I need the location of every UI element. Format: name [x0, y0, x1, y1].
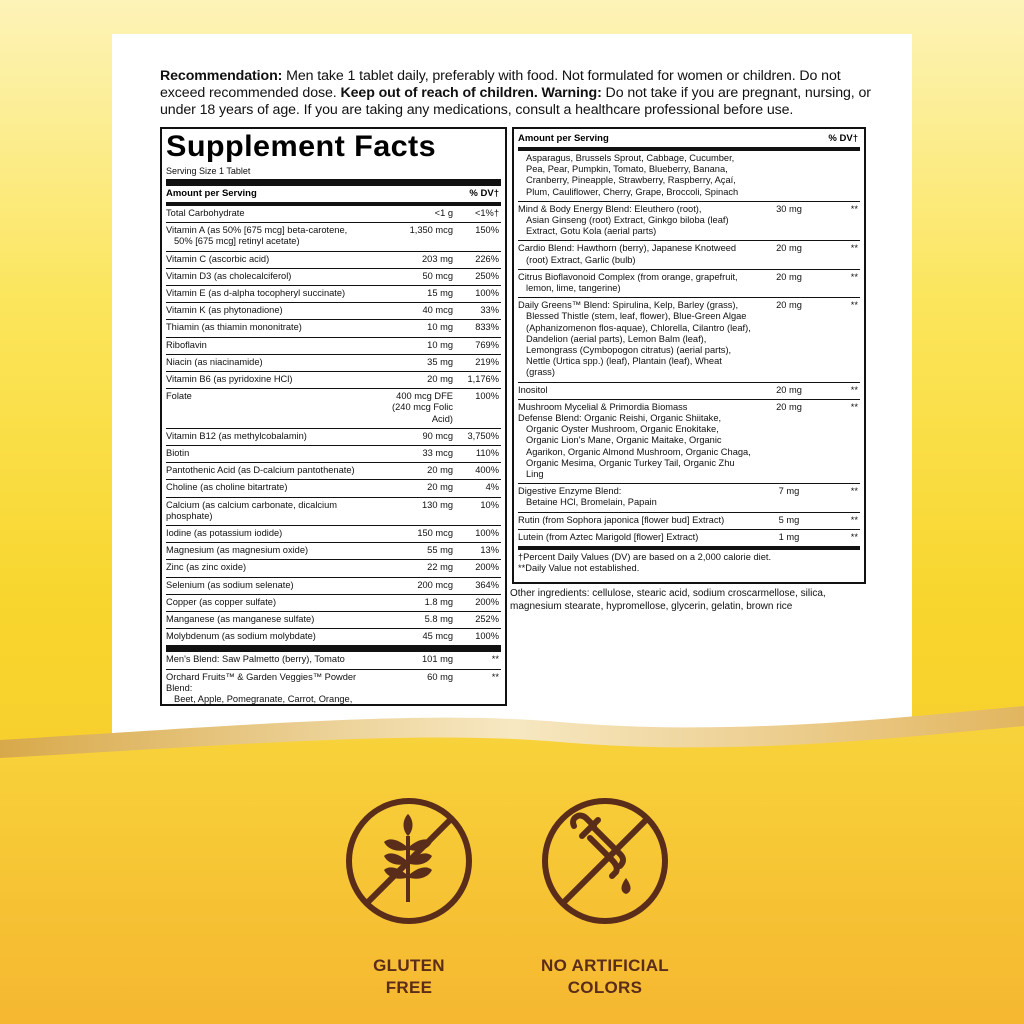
- nutrient-name-line1: Rutin (from Sophora japonica [flower bud] Extract): [518, 514, 725, 525]
- nutrient-amount: [754, 272, 824, 294]
- nutrient-name-line1: Mind & Body Energy Blend: Eleuthero (root),: [518, 203, 702, 214]
- table-row: [166, 594, 501, 611]
- nutrient-dv: 226%: [475, 253, 499, 264]
- nutrient-dv: **: [491, 671, 499, 682]
- table-row: [166, 652, 501, 668]
- nutrient-dv: 833%: [475, 322, 499, 333]
- nutrient-name: [166, 431, 379, 442]
- wheat-crossed-icon: [344, 796, 474, 926]
- nutrient-amount-value: 101 mg: [421, 654, 453, 665]
- table-row: [518, 483, 860, 511]
- nutrient-name-line1: Vitamin B6 (as pyridoxine HCl): [166, 374, 293, 385]
- nutrient-name-line1: Digestive Enzyme Blend:: [518, 486, 622, 497]
- nutrient-name-line1: Vitamin E (as d-alpha tocopheryl succinate): [166, 288, 346, 299]
- bottom-wave-band: [0, 700, 1024, 1024]
- nutrient-amount-value: 5 mg: [778, 514, 800, 525]
- footnote-1: †Percent Daily Values (DV) are based on a 2,000 calorie diet.: [518, 552, 772, 563]
- nutrient-name-line1b: Defense Blend: Organic Reishi, Organic Shiitake,: [518, 413, 722, 424]
- nutrient-amount-value: 20 mg: [776, 300, 802, 311]
- blend-list: [166, 652, 501, 706]
- table-row: [518, 151, 860, 201]
- nutrient-amount: [379, 654, 461, 665]
- nutrient-name-line1: Manganese (as manganese sulfate): [166, 614, 315, 625]
- nutrient-amount-value: 35 mg: [427, 356, 453, 367]
- nutrient-amount-value: 90 mcg: [422, 430, 453, 441]
- table-row: [166, 285, 501, 302]
- badge-label-line1: NO ARTIFICIAL: [541, 956, 669, 975]
- nutrient-name: [166, 448, 379, 459]
- table-row: [166, 302, 501, 319]
- table-row: [518, 297, 860, 381]
- table-row: [518, 201, 860, 241]
- nutrient-name: [166, 305, 379, 316]
- nutrient-amount-value: 40 mcg: [422, 305, 453, 316]
- nutrient-name-line1: Vitamin B12 (as methylcobalamin): [166, 430, 307, 441]
- nutrient-amount: [379, 374, 461, 385]
- table-row: [518, 529, 860, 546]
- nutrient-amount-value: 1,350 mcg: [409, 225, 453, 236]
- nutrient-list: [166, 206, 501, 645]
- nutrient-name-line1: Mushroom Mycelial & Primordia Biomass: [518, 401, 688, 412]
- table-row: [166, 206, 501, 222]
- nutrient-name-line1: Magnesium (as magnesium oxide): [166, 545, 309, 556]
- nutrient-name-line1: Total Carbohydrate: [166, 208, 245, 218]
- nutrient-amount-value: 20 mg: [427, 374, 453, 385]
- nutrient-name: [518, 402, 754, 480]
- nutrient-dv: 110%: [475, 448, 499, 459]
- nutrient-amount-value: 50 mcg: [422, 270, 453, 281]
- nutrient-amount: [379, 357, 461, 368]
- nutrient-dv: <1%†: [474, 208, 499, 218]
- supplement-facts-right: [512, 127, 866, 584]
- nutrient-name: [166, 374, 379, 385]
- nutrient-name-line1: Thiamin (as thiamin mononitrate): [166, 322, 302, 333]
- nutrient-name-line2: Asian Ginseng (root) Extract, Ginkgo biloba (leaf) Extract, Gotu Kola (aerial parts): [526, 215, 729, 237]
- nutrient-amount: [379, 254, 461, 265]
- table-row: [166, 542, 501, 559]
- nutrient-name: [518, 204, 754, 238]
- nutrient-name: [518, 300, 754, 378]
- nutrient-amount: [379, 340, 461, 351]
- facts-header-right: [518, 131, 860, 147]
- nutrient-dv: 252%: [475, 614, 499, 625]
- nutrient-dv: 100%: [475, 288, 499, 299]
- nutrient-name-line2: 50% [675 mcg] retinyl acetate): [174, 236, 300, 247]
- nutrient-dv: 200%: [475, 562, 499, 573]
- nutrient-name-line1: Citrus Bioflavonoid Complex (from orange, grapefruit,: [518, 271, 738, 282]
- nutrient-name-line1: Biotin: [166, 448, 190, 459]
- nutrient-dv: **: [850, 514, 858, 525]
- dropper-crossed-icon: [540, 796, 670, 926]
- nutrient-name: [166, 672, 379, 706]
- nutrient-amount-value: 130 mg: [421, 499, 453, 510]
- nutrient-amount: [754, 486, 824, 508]
- table-row: [166, 611, 501, 628]
- nutrient-name-line1: Men's Blend: Saw Palmetto (berry), Tomato: [166, 654, 345, 665]
- badge-label-line1: GLUTEN: [373, 956, 445, 975]
- nutrient-amount: [379, 672, 461, 706]
- nutrient-dv: 219%: [475, 356, 499, 367]
- nutrient-amount: [379, 288, 461, 299]
- nutrient-amount: [379, 597, 461, 608]
- nutrient-dv: 150%: [475, 225, 499, 236]
- nutrient-amount-value: 22 mg: [427, 562, 453, 573]
- nutrient-amount-value: 20 mg: [776, 243, 802, 254]
- supplement-facts-left: [160, 127, 507, 706]
- nutrient-name: [166, 631, 379, 642]
- table-row: [166, 222, 501, 250]
- nutrient-amount: [379, 431, 461, 442]
- table-row: [166, 525, 501, 542]
- nutrient-amount-value: 10 mg: [427, 322, 453, 333]
- nutrient-dv: 100%: [475, 528, 499, 539]
- nutrient-amount-value: 1.8 mg: [424, 596, 453, 607]
- badge-label-line2: FREE: [385, 978, 433, 997]
- nutrient-amount: [379, 225, 461, 247]
- nutrient-amount-value: 1 mg: [778, 531, 800, 542]
- nutrient-name-line1: Daily Greens™ Blend: Spirulina, Kelp, Barley (grass),: [518, 300, 739, 311]
- recommendation-body: Men take 1 tablet daily, preferably with food. Not formulated for women or children. Do not exceed recommended dose.: [160, 68, 841, 101]
- nutrient-amount-value: 20 mg: [776, 271, 802, 282]
- table-row: [166, 428, 501, 445]
- nutrient-dv: **: [850, 203, 858, 214]
- nutrient-name: [166, 545, 379, 556]
- footnote-dv: [518, 550, 860, 576]
- footnote-2: **Daily Value not established.: [518, 563, 640, 574]
- nutrient-amount-value: 20 mg: [427, 482, 453, 493]
- nutrient-dv: 3,750%: [467, 430, 499, 441]
- nutrient-name-line1: Vitamin C (ascorbic acid): [166, 253, 270, 264]
- table-row: [166, 445, 501, 462]
- nutrient-amount-value: 5.8 mg: [424, 614, 453, 625]
- nutrient-name: [166, 225, 379, 247]
- nutrient-dv: **: [850, 531, 858, 542]
- nutrient-name: [166, 288, 379, 299]
- nutrient-amount-value: 33 mcg: [422, 448, 453, 459]
- table-row: [518, 240, 860, 268]
- supplement-facts-title: Supplement Facts: [166, 130, 437, 163]
- nutrient-name: [518, 532, 754, 543]
- dv-header-right: % DV†: [828, 133, 858, 144]
- nutrient-amount: [379, 322, 461, 333]
- table-row: [518, 269, 860, 297]
- nutrient-name-line2: Blessed Thistle (stem, leaf, flower), Blue-Green Algae (Aphanizomenon flos-aquae), Chlorella, Cilantro (leaf), Dandelion (aerial parts), Lemon Balm (leaf), Lemongrass (Cymbopogon citratus) (aerial parts), Nettle (Urtica spp.) (leaf), Plantain (leaf), Wheat (grass): [526, 311, 751, 378]
- gluten-free-label: [319, 955, 499, 999]
- nutrient-amount: [379, 500, 461, 522]
- nutrient-amount: [379, 482, 461, 493]
- nutrient-amount-value: 45 mcg: [422, 631, 453, 642]
- nutrient-amount-value: 10 mg: [427, 339, 453, 350]
- nutrient-amount: [754, 300, 824, 378]
- nutrient-amount: [379, 631, 461, 642]
- other-ingredients: Other ingredients: cellulose, stearic acid, sodium croscarmellose, silica, magnesium stearate, hypromellose, glycerin, gelatin, brown rice: [510, 588, 826, 612]
- nutrient-name-line1: Molybdenum (as sodium molybdate): [166, 631, 316, 642]
- nutrient-dv: 100%: [475, 631, 499, 642]
- warning-body: Do not take if you are pregnant, nursing, or under 18 years of age. If you are taking any medications, consult a healthcare professional before use.: [160, 85, 871, 118]
- table-row: [166, 559, 501, 576]
- nutrient-name-line2: lemon, lime, tangerine): [526, 283, 621, 294]
- dv-header: % DV†: [469, 188, 499, 199]
- nutrient-amount: [379, 208, 461, 219]
- nutrient-amount: [754, 204, 824, 238]
- nutrient-name-line1: Vitamin D3 (as cholecalciferol): [166, 270, 292, 281]
- nutrient-amount-value: 20 mg: [776, 401, 802, 412]
- nutrient-amount: [379, 528, 461, 539]
- table-row: [166, 337, 501, 354]
- nutrient-amount: [754, 402, 824, 480]
- nutrient-name-line2: Betaine HCl, Bromelain, Papain: [526, 497, 657, 508]
- nutrient-dv: 364%: [475, 579, 499, 590]
- table-row: [518, 512, 860, 529]
- nutrient-amount: [379, 271, 461, 282]
- nutrient-name-line1: Pantothenic Acid (as D-calcium pantothenate): [166, 465, 355, 476]
- nutrient-amount: [379, 614, 461, 625]
- nutrient-amount: [379, 562, 461, 573]
- nutrient-name: [166, 465, 379, 476]
- nutrient-name: [166, 614, 379, 625]
- nutrient-name: [166, 580, 379, 591]
- nutrient-dv: **: [850, 384, 858, 395]
- nutrient-amount-value: 15 mg: [427, 288, 453, 299]
- nutrient-dv: 100%: [475, 391, 499, 402]
- table-row: [166, 268, 501, 285]
- table-row: [166, 388, 501, 428]
- no-artificial-colors-label: [515, 955, 695, 999]
- nutrient-name: [518, 272, 754, 294]
- nutrient-dv: 13%: [480, 545, 499, 556]
- nutrient-name-line1: Riboflavin: [166, 339, 207, 350]
- nutrient-name: [166, 271, 379, 282]
- nutrient-name: [166, 208, 379, 219]
- nutrient-amount: [754, 243, 824, 265]
- nutrient-name: [166, 500, 379, 522]
- amount-per-serving-header: Amount per Serving: [166, 188, 257, 199]
- nutrient-name-line1: Niacin (as niacinamide): [166, 356, 263, 367]
- nutrient-name-line1: Zinc (as zinc oxide): [166, 562, 247, 573]
- nutrient-name-line1: Selenium (as sodium selenate): [166, 579, 294, 590]
- nutrient-name-line1: Vitamin A (as 50% [675 mcg] beta-carotene,: [166, 225, 348, 236]
- nutrient-name: [518, 515, 754, 526]
- table-row: [166, 371, 501, 388]
- nutrient-name-line1: Calcium (as calcium carbonate, dicalcium phosphate): [166, 499, 338, 521]
- nutrient-amount-note: (240 mcg Folic Acid): [392, 402, 453, 424]
- nutrient-dv: **: [850, 401, 858, 412]
- table-row: [166, 251, 501, 268]
- nutrient-amount-value: 200 mcg: [417, 579, 453, 590]
- nutrient-name: [166, 322, 379, 333]
- table-row: [166, 479, 501, 496]
- nutrient-amount-value: 20 mg: [776, 384, 802, 395]
- nutrient-amount: [379, 448, 461, 459]
- table-row: [166, 628, 501, 645]
- nutrient-dv: **: [850, 300, 858, 311]
- nutrient-dv: **: [850, 486, 858, 497]
- table-row: [518, 399, 860, 483]
- nutrient-name: [166, 654, 379, 665]
- nutrient-name: [166, 391, 379, 425]
- recommendation-label: Recommendation:: [160, 68, 283, 84]
- nutrient-amount-value: 400 mcg DFE: [396, 391, 453, 402]
- table-row: [166, 319, 501, 336]
- nutrient-name-line1: Lutein (from Aztec Marigold [flower] Extract): [518, 531, 699, 542]
- serving-size: Serving Size 1 Tablet: [166, 166, 251, 176]
- blend-list-right: [518, 201, 860, 546]
- nutrient-name: [518, 486, 754, 508]
- nutrient-amount-value: 150 mcg: [417, 528, 453, 539]
- nutrient-name: [518, 243, 754, 265]
- nutrient-dv: 33%: [480, 305, 499, 316]
- nutrient-amount: [379, 545, 461, 556]
- nutrient-name-line1: Inositol: [518, 384, 548, 395]
- table-row: [166, 354, 501, 371]
- nutrient-name: [166, 482, 379, 493]
- nutrient-name: [166, 562, 379, 573]
- nutrient-amount: [754, 532, 824, 543]
- nutrient-amount-value: 20 mg: [427, 465, 453, 476]
- nutrient-dv: **: [850, 271, 858, 282]
- nutrient-dv: 769%: [475, 339, 499, 350]
- nutrient-amount: [379, 580, 461, 591]
- table-row: [166, 577, 501, 594]
- nutrient-dv: 1,176%: [467, 374, 499, 385]
- nutrient-name-line1: Cardio Blend: Hawthorn (berry), Japanese Knotweed: [518, 243, 737, 254]
- nutrient-name: [166, 528, 379, 539]
- nutrient-name: [166, 254, 379, 265]
- table-row: [166, 669, 501, 706]
- nutrient-amount: [754, 515, 824, 526]
- blend-continuation: Asparagus, Brussels Sprout, Cabbage, Cucumber, Pea, Pear, Pumpkin, Tomato, Blueberry, Banana, Cranberry, Pineapple, Strawberry, Raspberry, Açaí, Plum, Cauliflower, Cherry, Grape, Broccoli, Spinach: [526, 153, 739, 197]
- nutrient-name: [166, 357, 379, 368]
- nutrient-amount-value: 7 mg: [778, 486, 800, 497]
- amount-per-serving-header-right: Amount per Serving: [518, 133, 609, 144]
- nutrient-name-line2: Beet, Apple, Pomegranate, Carrot, Orange,: [174, 694, 353, 705]
- nutrient-amount-value: 60 mg: [427, 671, 453, 682]
- nutrient-amount: [379, 391, 461, 425]
- nutrient-amount: [754, 385, 824, 396]
- nutrient-name-line1: Choline (as choline bitartrate): [166, 482, 288, 493]
- table-row: [518, 382, 860, 399]
- nutrient-amount: [379, 465, 461, 476]
- nutrient-dv: 10%: [480, 499, 499, 510]
- facts-header: [166, 186, 501, 202]
- nutrient-name-line2: (root) Extract, Garlic (bulb): [526, 254, 636, 265]
- nutrient-name-line1: Folate: [166, 391, 192, 402]
- nutrient-dv: **: [491, 654, 499, 665]
- nutrient-name-line2: Organic Oyster Mushroom, Organic Enokitake, Organic Lion's Mane, Organic Maitake, Organic Agarikon, Organic Almond Mushroom, Organic Chaga, Organic Mesima, Organic Turkey Tail, Organic Zhu Ling: [526, 424, 751, 480]
- nutrient-name: [166, 340, 379, 351]
- nutrient-dv: 250%: [475, 270, 499, 281]
- nutrient-dv: **: [850, 243, 858, 254]
- nutrient-dv: 200%: [475, 596, 499, 607]
- nutrient-dv: 4%: [485, 482, 499, 493]
- warning-label: Keep out of reach of children. Warning:: [340, 85, 602, 101]
- nutrient-amount-value: 30 mg: [776, 203, 802, 214]
- nutrient-amount-value: 203 mg: [421, 253, 453, 264]
- nutrient-name-line1: Vitamin K (as phytonadione): [166, 305, 283, 316]
- nutrient-amount: [379, 305, 461, 316]
- recommendation-text: [160, 68, 880, 119]
- badge-label-line2: COLORS: [567, 978, 643, 997]
- table-row: [166, 497, 501, 525]
- nutrient-name-line1: Copper (as copper sulfate): [166, 596, 277, 607]
- nutrient-amount-value: <1 g: [434, 208, 453, 218]
- nutrient-amount-value: 55 mg: [427, 545, 453, 556]
- nutrient-name: [166, 597, 379, 608]
- table-row: [166, 462, 501, 479]
- nutrient-dv: 400%: [475, 465, 499, 476]
- nutrient-name-line1: Orchard Fruits™ & Garden Veggies™ Powder Blend:: [166, 671, 357, 693]
- nutrient-name-line1: Iodine (as potassium iodide): [166, 528, 283, 539]
- nutrient-name: [518, 385, 754, 396]
